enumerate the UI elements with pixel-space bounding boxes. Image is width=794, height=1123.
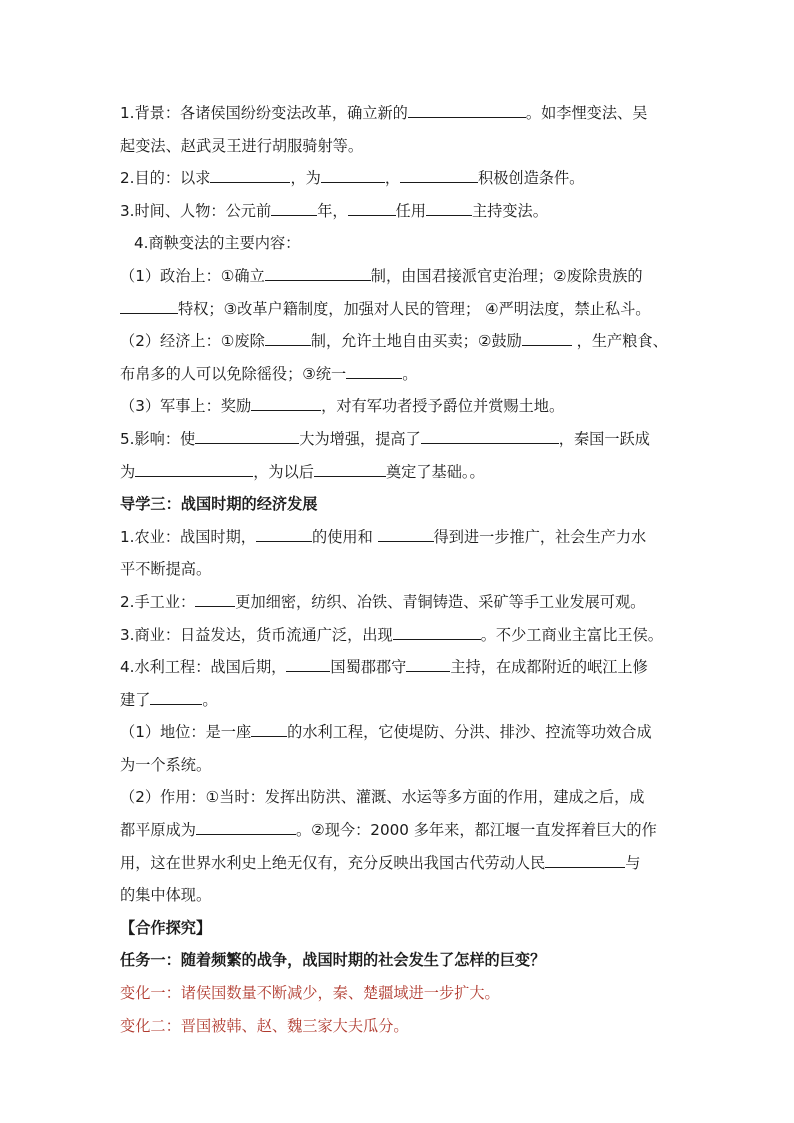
- change-answer: 变化二：晋国被韩、赵、魏三家大夫瓜分。: [120, 1016, 409, 1035]
- answer-blank[interactable]: [265, 261, 371, 281]
- answer-blank[interactable]: [271, 196, 317, 216]
- answer-blank[interactable]: [314, 457, 386, 477]
- answer-blank[interactable]: [522, 326, 572, 346]
- agriculture-item: 1.农业：战国时期， 的使用和 得到进一步推广，社会生产力水: [120, 521, 676, 554]
- answer-blank[interactable]: [421, 424, 559, 444]
- answer-blank[interactable]: [120, 294, 178, 314]
- background-item: 1.背景：各诸侯国纷纷变法改革，确立新的 。如李悝变法、吴: [120, 97, 676, 130]
- agriculture-item-cont: 平不断提高。: [120, 560, 212, 579]
- answer-blank[interactable]: [265, 326, 311, 346]
- impact-item-cont: 为 ，为以后 奠定了基础。。: [120, 456, 676, 489]
- status-item: （1）地位：是一座 的水利工程，它使堤防、分洪、排沙、控流等功效合成: [120, 716, 676, 749]
- economic-item-cont: 布帛多的人可以免除徭役；③统一 。: [120, 358, 676, 391]
- answer-blank[interactable]: [378, 522, 434, 542]
- section-heading: 导学三：战国时期的经济发展: [120, 495, 318, 514]
- answer-blank[interactable]: [545, 848, 625, 868]
- purpose-item: 2.目的：以求 ，为 ， 积极创造条件。: [120, 162, 676, 195]
- function-item-cont: 用，这在世界水利史上绝无仅有，充分反映出我国古代劳动人民 与: [120, 847, 676, 880]
- task-question: 任务一：随着频繁的战争，战国时期的社会发生了怎样的巨变？: [120, 951, 546, 970]
- answer-blank[interactable]: [406, 652, 450, 672]
- impact-item: 5.影响：使 大为增强，提高了 ，秦国一跃成: [120, 423, 676, 456]
- military-item: （3）军事上：奖励 ，对有军功者授予爵位并赏赐土地。: [120, 390, 676, 423]
- answer-blank[interactable]: [346, 359, 402, 379]
- background-item-cont: 起变法、赵武灵王进行胡服骑射等。: [120, 136, 363, 155]
- time-people-item: 3.时间、人物：公元前 年， 任用 主持变法。: [120, 195, 676, 228]
- answer-blank[interactable]: [150, 685, 202, 705]
- function-item: （2）作用：①当时：发挥出防洪、灌溉、水运等多方面的作用，建成之后，成: [120, 788, 645, 807]
- worksheet-page: [120, 97, 676, 1042]
- answer-blank[interactable]: [286, 652, 330, 672]
- function-item-cont: 的集中体现。: [120, 886, 212, 905]
- reform-content-heading: 4.商鞅变法的主要内容：: [134, 234, 301, 253]
- answer-blank[interactable]: [408, 98, 526, 118]
- answer-blank[interactable]: [400, 163, 478, 183]
- answer-blank[interactable]: [321, 163, 385, 183]
- answer-blank[interactable]: [210, 163, 290, 183]
- status-item-cont: 为一个系统。: [120, 755, 212, 774]
- answer-blank[interactable]: [135, 457, 253, 477]
- water-project-item-cont: 建了 。: [120, 684, 676, 717]
- answer-blank[interactable]: [196, 815, 296, 835]
- political-item-cont: 特权；③改革户籍制度，加强对人民的管理； ④严明法度，禁止私斗。: [120, 293, 676, 326]
- answer-blank[interactable]: [195, 424, 299, 444]
- political-item: （1）政治上：①确立 制，由国君接派官吏治理；②废除贵族的: [120, 260, 676, 293]
- answer-blank[interactable]: [256, 522, 312, 542]
- answer-blank[interactable]: [251, 391, 321, 411]
- function-item-cont: 都平原成为 。②现今：2000 多年来，都江堰一直发挥着巨大的作: [120, 814, 676, 847]
- answer-blank[interactable]: [393, 620, 481, 640]
- answer-blank[interactable]: [348, 196, 396, 216]
- answer-blank[interactable]: [251, 717, 287, 737]
- economic-item: （2）经济上：①废除 制，允许土地自由买卖；②鼓励 ，生产粮食、: [120, 325, 676, 358]
- answer-blank[interactable]: [195, 587, 235, 607]
- answer-blank[interactable]: [426, 196, 472, 216]
- handicraft-item: 2.手工业： 更加细密，纺织、冶铁、青铜铸造、采矿等手工业发展可观。: [120, 586, 676, 619]
- change-answer: 变化一：诸侯国数量不断减少，秦、楚疆域进一步扩大。: [120, 984, 500, 1003]
- commerce-item: 3.商业：日益发达，货币流通广泛，出现 。不少工商业主富比王侯。: [120, 619, 676, 652]
- water-project-item: 4.水利工程：战国后期， 国蜀郡郡守 主持，在成都附近的岷江上修: [120, 651, 676, 684]
- cooperative-inquiry-heading: 【合作探究】: [120, 918, 212, 937]
